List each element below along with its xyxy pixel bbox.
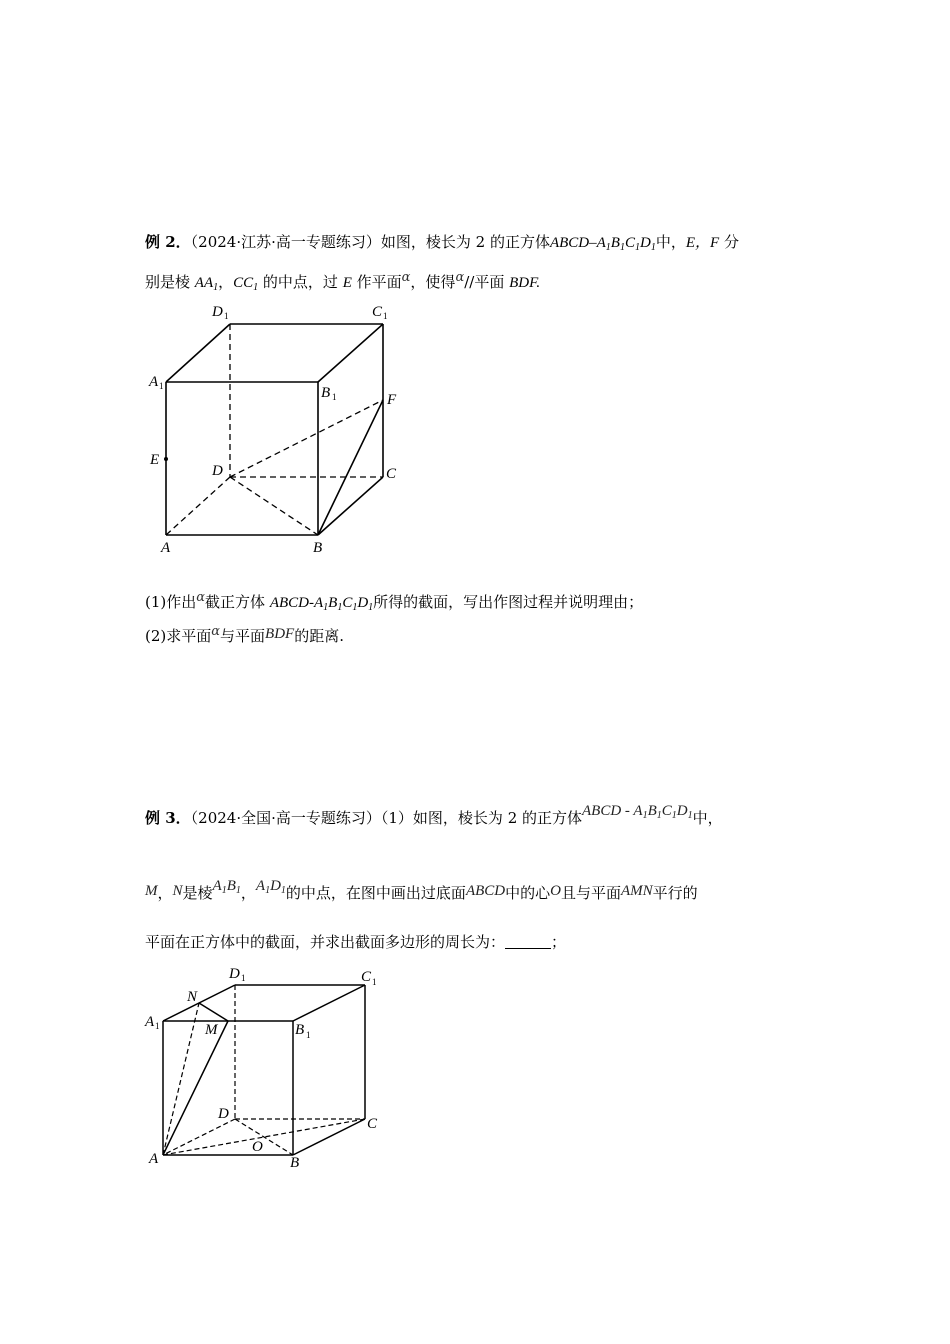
ex3-a1b1: $A_1B_1$	[212, 878, 241, 896]
answer-blank[interactable]	[505, 934, 551, 949]
q2-alpha: α	[211, 624, 221, 639]
svg-text:1: 1	[306, 1030, 311, 1040]
svg-text:1: 1	[159, 381, 164, 391]
fig1-label-b1: B	[321, 385, 331, 401]
ex2-text-d: ，使得	[410, 273, 456, 291]
ex3-a1d1: $A_1D_1$	[255, 878, 286, 896]
ex2-cube: ABCD–$A_1B_1C_1D_1$	[549, 235, 656, 253]
svg-text:1: 1	[383, 311, 388, 321]
fig2-label-b1: B	[295, 1022, 305, 1038]
ex3-text-mid: 中，	[692, 809, 723, 827]
fig2-label-b: B	[290, 1155, 300, 1170]
q2-text-a: (2)求平面	[145, 627, 212, 645]
ex3-cube: ABCD - $A_1B_1C_1D_1$	[582, 803, 693, 821]
ex3-amn: AMN	[620, 883, 653, 899]
ex3-label: 例 3．	[145, 809, 191, 827]
fig2-label-n: N	[187, 989, 198, 1005]
ex2-comma: ，	[218, 273, 234, 291]
ex3-n: N	[172, 883, 183, 899]
q2-text-b: 与平面	[220, 627, 266, 645]
ex2-line2	[145, 268, 540, 298]
fig2-label-c: C	[367, 1116, 378, 1132]
ex2-label: 例 2．	[145, 233, 191, 251]
fig2-label-d: D	[218, 1106, 229, 1122]
ex2-text-fen: 分	[719, 233, 739, 251]
ex3-line2	[145, 878, 698, 909]
fig1-label-c1: C	[372, 304, 383, 320]
q2-bdf: BDF	[265, 626, 295, 642]
q1-alpha: α	[196, 590, 206, 605]
fig2-label-d1: D	[229, 966, 240, 982]
svg-text:1: 1	[372, 977, 377, 987]
fig1-label-a1: A	[149, 374, 159, 390]
q1-text-b: 截正方体	[205, 593, 270, 611]
ex2-ef: E，F	[685, 235, 720, 251]
ex3-o: O	[550, 883, 561, 899]
q1-cube: ABCD-$A_1B_1C_1D_1$	[269, 595, 374, 613]
fig2-label-a: A	[149, 1151, 159, 1167]
fig1-label-e: E	[150, 452, 160, 468]
ex2-e: E	[342, 275, 352, 291]
ex3-abcd: ABCD	[465, 883, 506, 899]
ex3-line1	[145, 803, 723, 834]
ex3-comma: ，	[157, 884, 173, 902]
ex2-text-mid: 中，	[655, 233, 686, 251]
ex2-cc1: $CC_1$	[233, 275, 259, 293]
ex3-line3	[145, 932, 566, 952]
ex3-text-mid5: 平行的	[652, 884, 698, 902]
ex3-end: ；	[551, 933, 567, 951]
fig2-label-o: O	[252, 1139, 263, 1155]
ex2-text-e: //平面	[464, 273, 510, 291]
ex2-text-c: 作平面	[351, 273, 402, 291]
fig1-label-b: B	[313, 540, 323, 556]
q1-text-c: 所得的截面，写出作图过程并说明理由；	[373, 593, 644, 611]
svg-text:1: 1	[155, 1021, 160, 1031]
ex3-text-line3: 平面在正方体中的截面，并求出截面多边形的周长为：	[145, 933, 506, 951]
q1-text-a: (1)作出	[145, 593, 197, 611]
ex2-cube-figure	[140, 300, 410, 560]
fig1-label-a: A	[161, 540, 171, 556]
q2-text-c: 的距离.	[294, 627, 344, 645]
fig2-label-m: M	[205, 1022, 218, 1038]
ex3-shi: 是棱	[182, 884, 213, 902]
ex2-text-a: 别是棱	[145, 273, 195, 291]
fig1-label-f: F	[387, 392, 397, 408]
ex3-m: M	[145, 883, 158, 899]
ex2-alpha: α	[401, 270, 411, 285]
ex2-alpha-2: α	[455, 270, 465, 285]
ex2-line1	[145, 232, 739, 258]
ex2-aa1: $AA_1$	[194, 275, 219, 293]
ex3-comma-2: ，	[240, 884, 256, 902]
svg-text:1: 1	[332, 392, 337, 402]
ex2-bdf: BDF.	[509, 275, 541, 291]
svg-text:1: 1	[224, 311, 229, 321]
ex2-question-2	[145, 622, 344, 647]
ex3-text-mid3: 中的心	[505, 884, 551, 902]
ex3-text-mid2: 的中点，在图中画出过底面	[285, 884, 466, 902]
ex2-source: （2024·江苏·高一专题练习）如图，棱长为 2 的正方体	[190, 233, 550, 251]
ex3-cube-figure	[140, 960, 390, 1170]
fig1-label-d1: D	[212, 304, 223, 320]
fig1-label-d: D	[212, 463, 223, 479]
fig1-label-c: C	[386, 466, 397, 482]
svg-text:1: 1	[241, 973, 246, 983]
ex2-text-b: 的中点，过	[258, 273, 343, 291]
ex3-source: （2024·全国·高一专题练习）（1）如图，棱长为 2 的正方体	[190, 809, 583, 827]
fig2-label-a1: A	[145, 1014, 155, 1030]
ex3-text-mid4: 且与平面	[560, 884, 621, 902]
ex2-question-1	[145, 588, 643, 618]
fig2-label-c1: C	[361, 969, 372, 985]
